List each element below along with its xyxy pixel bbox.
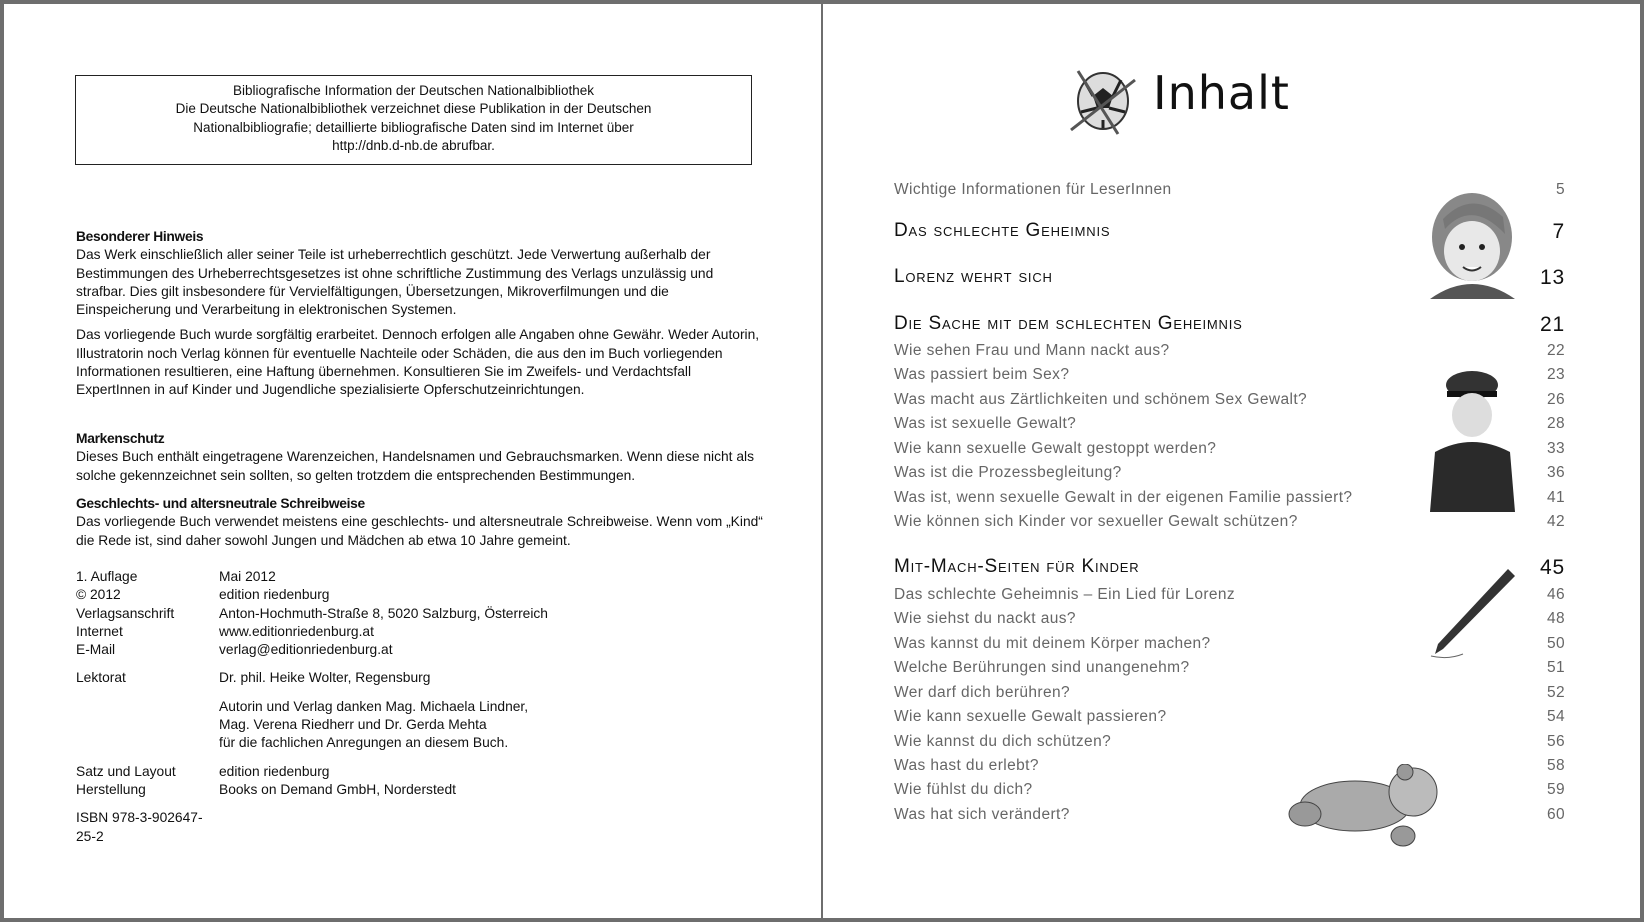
imprint-value: Anton-Hochmuth-Straße 8, 5020 Salzburg, Österreich xyxy=(219,605,548,621)
section-heading: Besonderer Hinweis xyxy=(76,229,204,244)
imprint-row xyxy=(76,809,548,846)
toc-entry-title: Was ist, wenn sexuelle Gewalt in der eigenen Familie passiert? xyxy=(894,489,1353,506)
section-heading: Markenschutz xyxy=(76,431,165,446)
left-page xyxy=(4,4,821,918)
toc-entry-title: Wie kann sexuelle Gewalt gestoppt werden? xyxy=(894,440,1217,457)
imprint-row xyxy=(76,716,548,734)
toc-entry-title: Was kannst du mit deinem Körper machen? xyxy=(894,635,1211,652)
toc-entry-title: Was passiert beim Sex? xyxy=(894,366,1070,383)
imprint-label: Internet xyxy=(76,623,123,639)
imprint-label: Verlagsanschrift xyxy=(76,605,175,621)
bibliographic-info-box xyxy=(75,75,752,165)
toc-page-number: 36 xyxy=(1546,464,1565,481)
toc-entry[interactable] xyxy=(894,342,1565,360)
toc-page-number: 33 xyxy=(1546,440,1565,457)
toc-entry-title: Wie fühlst du dich? xyxy=(894,781,1033,798)
toc-entry-title: Was ist sexuelle Gewalt? xyxy=(894,415,1077,432)
toc-entry-title: Wie kann sexuelle Gewalt passieren? xyxy=(894,708,1167,725)
imprint-label: Satz und Layout xyxy=(76,763,176,779)
imprint-label: Herstellung xyxy=(76,781,146,797)
toc-page-number: 42 xyxy=(1546,513,1565,530)
imprint-row xyxy=(76,781,548,799)
toc-page-number: 56 xyxy=(1546,733,1565,750)
bib-line: Bibliografische Information der Deutschen Nationalbibliothek xyxy=(233,83,594,98)
toc-entry[interactable] xyxy=(894,659,1565,677)
toc-page-number: 59 xyxy=(1546,781,1565,798)
toc-entry-title: Wie sehen Frau und Mann nackt aus? xyxy=(894,342,1170,359)
toc-entry-title: Wie siehst du nackt aus? xyxy=(894,610,1076,627)
toc-entry-title: Mit-Mach-Seiten für Kinder xyxy=(894,556,1140,577)
toc-entry-title: Wie kannst du dich schützen? xyxy=(894,733,1112,750)
imprint-row xyxy=(76,734,548,752)
imprint-row xyxy=(76,623,548,641)
imprint-value: edition riedenburg xyxy=(219,763,330,779)
imprint-label: 1. Auflage xyxy=(76,569,138,584)
toc-entry-title: Was macht aus Zärtlichkeiten und schönem Sex Gewalt? xyxy=(894,391,1308,408)
paragraph: Das Werk einschließlich aller seiner Teile ist urheberrechtlich geschützt. Jede Verwertung außerhalb der Bestimmungen des Urheberrechtsgesetzes ist ohne schriftliche Zustimmung des Verlags unzulässig und strafbar. Dies gilt insbesondere für Vervielfältigungen, Übersetzungen, Mikroverfilmungen und die Einspeicherung und Verarbeitung in elektronischen Systemen. xyxy=(76,247,714,318)
toc-page-number: 26 xyxy=(1546,391,1565,408)
imprint-value: für die fachlichen Anregungen an diesem Buch. xyxy=(219,735,509,751)
toc-page-number: 51 xyxy=(1546,659,1565,676)
page-title: Inhalt xyxy=(1153,66,1290,120)
toc-page-number: 5 xyxy=(1555,181,1565,198)
imprint-row xyxy=(76,763,548,781)
toc-entry-title: Die Sache mit dem schlechten Geheimnis xyxy=(894,313,1243,334)
toc-entry-title: Das schlechte Geheimnis xyxy=(894,220,1111,241)
imprint-label: Lektorat xyxy=(76,670,126,686)
imprint-row xyxy=(76,605,548,623)
toc-entry-title: Lorenz wehrt sich xyxy=(894,266,1053,287)
section-heading: Geschlechts- und altersneutrale Schreibweise xyxy=(76,496,365,511)
imprint-value: Dr. phil. Heike Wolter, Regensburg xyxy=(219,670,431,686)
trademark-section xyxy=(76,430,766,485)
notice-section xyxy=(76,228,766,400)
imprint-value: Autorin und Verlag danken Mag. Michaela Lindner, xyxy=(219,698,529,714)
imprint-value: Books on Demand GmbH, Norderstedt xyxy=(219,781,456,797)
imprint-label: © 2012 xyxy=(76,587,121,603)
imprint-row xyxy=(76,586,548,604)
toc-entry-title: Was hast du erlebt? xyxy=(894,757,1039,774)
toc-page-number: 50 xyxy=(1546,635,1565,652)
paragraph: Das vorliegende Buch wurde sorgfältig erarbeitet. Dennoch erfolgen alle Angaben ohne Gewähr. Weder Autorin, Illustratorin noch Verlag können für eventuelle Nachteile oder Schäden, die aus den im Buch vorliegenden Informationen resultieren, eine Haftung übernehmen. Konsultieren Sie im Zweifels- und Verdachtsfall ExpertInnen in auf Kinder und Jugendliche spezialisierte Opferschutzeinrichtungen. xyxy=(76,327,760,398)
toc-entry[interactable] xyxy=(894,513,1565,531)
bib-line: Die Deutsche Nationalbibliothek verzeichnet diese Publikation in der Deutschen xyxy=(175,101,652,117)
toc-page-number: 13 xyxy=(1540,266,1565,289)
toc-entry[interactable] xyxy=(894,781,1565,799)
imprint-row xyxy=(76,669,548,687)
toc-page-number: 58 xyxy=(1546,757,1565,774)
toc-page-number: 46 xyxy=(1546,586,1565,603)
toc-entry[interactable] xyxy=(894,684,1565,702)
toc-page-number: 60 xyxy=(1546,806,1565,823)
paragraph: Das vorliegende Buch verwendet meistens eine geschlechts- und altersneutrale Schreibweise. Wenn vom „Kind“ die Rede ist, sind daher sowohl Jungen und Mädchen ab etwa 10 Jahre gemeint. xyxy=(76,514,763,548)
pen-illustration xyxy=(1423,564,1518,659)
imprint-value: Mag. Verena Riedherr und Dr. Gerda Mehta xyxy=(219,717,487,733)
imprint-value: edition riedenburg xyxy=(219,587,330,603)
toc-entry[interactable] xyxy=(894,733,1565,751)
imprint-value: verlag@editionriedenburg.at xyxy=(219,642,393,658)
toc-entry-title: Welche Berührungen sind unangenehm? xyxy=(894,659,1190,676)
girl-illustration xyxy=(1425,189,1520,301)
toc-page-number: 23 xyxy=(1546,366,1565,383)
imprint xyxy=(76,568,548,846)
imprint-row xyxy=(76,698,548,716)
toc-page-number: 54 xyxy=(1546,708,1565,725)
toc-page-number: 41 xyxy=(1546,489,1565,506)
crossed-soccer-ball-icon xyxy=(1063,66,1143,136)
toc-entry-title: Wichtige Informationen für LeserInnen xyxy=(894,181,1172,198)
toc-entry-title: Was hat sich verändert? xyxy=(894,806,1070,823)
bib-line: http://dnb.d-nb.de abrufbar. xyxy=(332,138,495,154)
neutral-writing-section xyxy=(76,495,766,550)
police-officer-illustration xyxy=(1425,367,1520,512)
toc-entry[interactable] xyxy=(894,757,1565,775)
toc-entry-title: Was ist die Prozessbegleitung? xyxy=(894,464,1122,481)
toc-page-number: 22 xyxy=(1546,342,1565,359)
bib-line: Nationalbibliografie; detaillierte bibliografische Daten sind im Internet über xyxy=(193,119,634,135)
toc-page-number: 45 xyxy=(1540,556,1565,579)
toc-entry[interactable] xyxy=(894,806,1565,824)
toc-entry[interactable] xyxy=(894,313,1565,337)
imprint-value: Mai 2012 xyxy=(219,569,276,584)
toc-page-number: 52 xyxy=(1546,684,1565,701)
teddy-bear-illustration xyxy=(1285,764,1445,854)
toc-page-number: 21 xyxy=(1540,313,1565,336)
toc-page-number: 48 xyxy=(1546,610,1565,627)
toc-entry-title: Das schlechte Geheimnis – Ein Lied für Lorenz xyxy=(894,586,1236,603)
toc-entry[interactable] xyxy=(894,708,1565,726)
imprint-label: ISBN 978-3-902647-25-2 xyxy=(76,810,203,844)
toc-entry-title: Wie können sich Kinder vor sexueller Gewalt schützen? xyxy=(894,513,1298,530)
toc-page-number: 7 xyxy=(1552,220,1565,243)
imprint-row xyxy=(76,568,548,586)
toc-page-number: 28 xyxy=(1546,415,1565,432)
imprint-value: www.editionriedenburg.at xyxy=(219,623,374,639)
imprint-row xyxy=(76,641,548,659)
imprint-label: E-Mail xyxy=(76,642,116,658)
paragraph: Dieses Buch enthält eingetragene Warenzeichen, Handelsnamen und Gebrauchsmarken. Wenn diese nicht als solche gekennzeichnet sein sollten, so gelten trotzdem die entsprechenden Bestimmungen. xyxy=(76,449,754,483)
right-page xyxy=(823,4,1640,918)
toc-entry-title: Wer darf dich berühren? xyxy=(894,684,1071,701)
